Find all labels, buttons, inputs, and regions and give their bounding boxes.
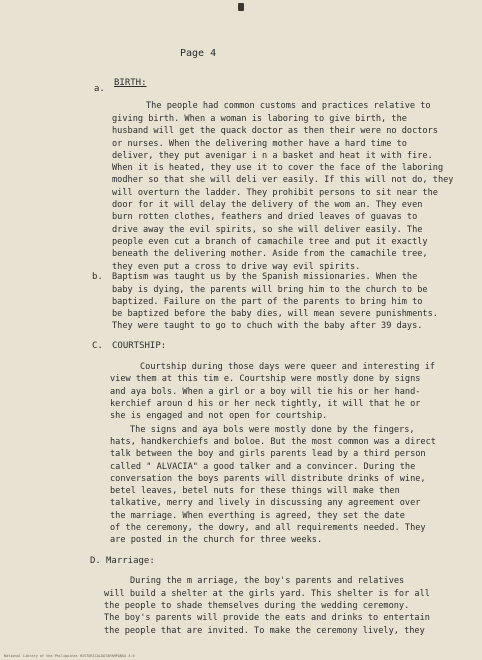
binding-hole-mark [238,3,244,11]
text-line: kerchief aroun d his or her neck tightly, it will that he or [110,399,421,409]
text-line: will build a shelter at the girls yard. This shelter is for all [104,589,430,599]
text-line: are posted in the church for three weeks. [110,535,323,545]
text-line: husband will get the quack doctor as then their were no doctors [112,126,438,136]
section-a-marker: a. [94,84,105,94]
text-line: people even cut a branch of camachile tree and put it exactly [112,237,428,247]
text-line: burn rotten clothes, feathers and dried leaves of guavas to [112,212,418,222]
text-line: modher so that she will deli ver easily. If this will not do, they [112,175,454,185]
text-line: of the ceremony, the dowry, and all requirements needed. They [110,523,426,533]
text-line: They were taught to go to chuch with the baby after 39 days. [112,321,423,331]
page-number: Page 4 [180,48,217,59]
text-line: drive away the evil spirits, so she will deliver easily. The [112,225,423,235]
text-line: betel leaves, betel nuts for these things will make then [110,486,400,496]
text-line: talk between the boy and girls parents lead by a third person [110,449,426,459]
text-line: and aya bols. When a girl or a boy will tie his or her hand- [110,387,421,397]
text-line: giving birth. When a woman is laboring to give birth, the [112,114,407,124]
text-line: The signs and aya bols were mostly done by the fingers, [130,425,415,435]
text-line: conversation the boys parents will distribute drinks of wine, [110,474,426,484]
text-line: Baptism was taught us by the Spanish missionaries. When the [112,272,418,282]
text-line: baptized. Failure on the part of the parents to bring him to [112,297,423,307]
text-line: beneath the delivering mother. Aside from the camachile tree, [112,249,428,259]
section-d-title: Marriage: [106,556,155,566]
section-c-title: COURTSHIP: [112,341,167,351]
text-line: view them at this tim e. Courtship were mostly done by signs [110,374,421,384]
text-line: the people that are invited. To make the ceremony lively, they [104,626,425,636]
text-line: The boy's parents will provide the eats and drinks to entertain [104,613,430,623]
text-line: baby is dying, the parents will bring him to the church to be [112,285,428,295]
text-line: the marriage. When everthing is agreed, they set the date [110,511,405,521]
section-a-title: BIRTH: [114,78,147,88]
text-line: be baptized before the baby dies, will mean severe punishments. [112,309,438,319]
text-line: When it is heated, they use it to cover the face of the laboring [112,163,444,173]
text-line: hats, handkerchiefs and boloe. But the most common was a direct [110,437,436,447]
text-line: During the m arriage, the boy's parents and relatives [130,576,405,586]
text-line: door for it will delay the delivery of the wom an. They even [112,200,423,210]
text-line: called " ALVACIA" a good talker and a convincer. During the [110,462,416,472]
text-line: she is engaged and not open for courtship. [110,411,328,421]
section-b-marker: b. [92,272,103,282]
text-line: the people to shade themselves during the wedding ceremony. [104,601,410,611]
text-line: will overturn the ladder. They prohibit persons to sit near the [112,188,438,198]
section-d-marker: D. [90,556,101,566]
text-line: talkative, merry and lively in discussing any agreement over [110,498,421,508]
text-line: The people had common customs and practices relative to [146,101,431,111]
text-line: deliver, they put avenigar i n a basket and heat it with fire. [112,151,433,161]
text-line: or nurses. When the delivering mother have a hard time to [112,139,407,149]
text-line: Courtship during those days were queer and interesting if [140,362,435,372]
archive-footer: National Library of the Philippines HISTORICALDATAPAMPANGA 4-6 [4,654,135,658]
section-c-marker: C. [92,341,103,351]
text-line: they even put a cross to drive way evil spirits. [112,262,361,272]
